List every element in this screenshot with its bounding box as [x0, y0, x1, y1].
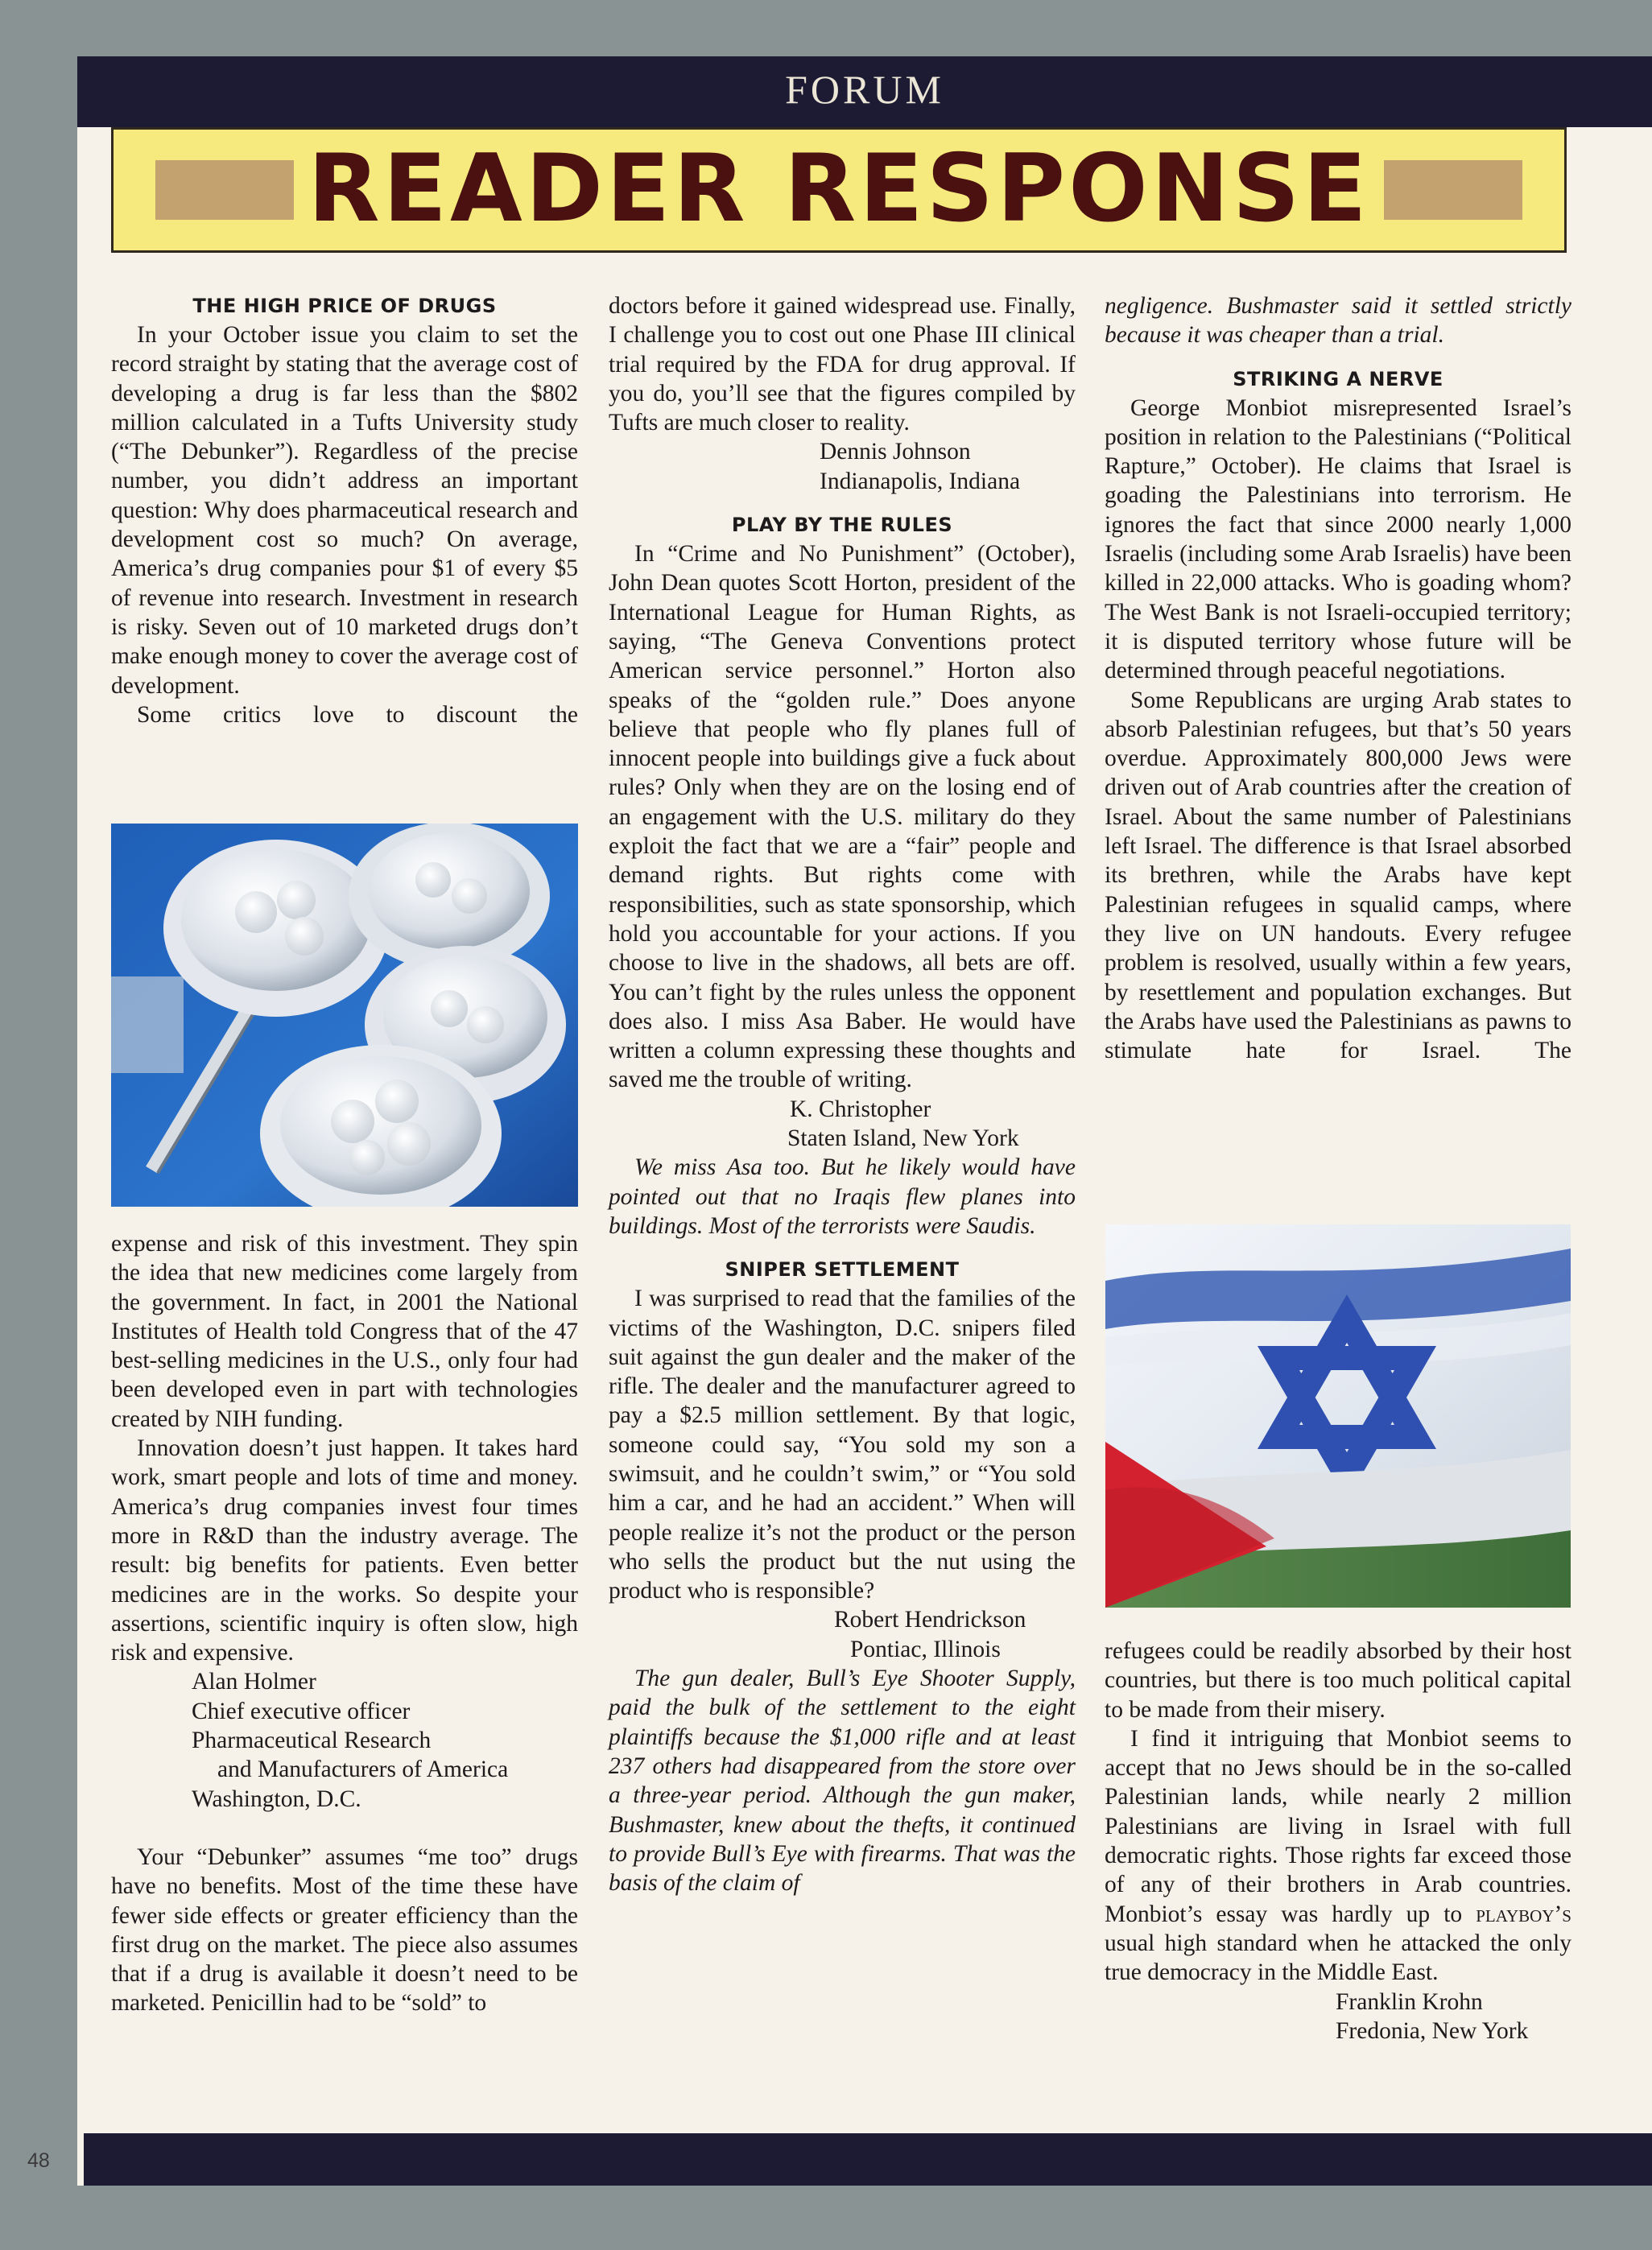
letter-krohn-p2a: Some Republicans are urging Arab states to absorb Palestinian refugees, but that’s 50 years overdue. Approximately 800,000 Jews were driven out of Arab countries after the creation of Israel. About the same number of Palestinians left Israel. The difference is that Israel absorbed its brethren, while the Arabs have kept Palestinian refugees in squalid camps, where they live on UN handouts. Every refugee problem is resolved, usually within a few years, by resettlement and population exchanges. But the Arabs have used the Palestinians as pawns to stimulate hate for Israel. The	[1105, 687, 1571, 1064]
column-3	[1105, 291, 1571, 1065]
flags-photo	[1105, 1224, 1571, 1608]
letter-holmer-p2a: Some critics love to discount the	[137, 701, 578, 728]
heading-nerve: STRIKING A NERVE	[1233, 367, 1443, 390]
signature-location: Fredonia, New York	[1336, 2017, 1529, 2044]
magazine-name: playboy’s	[1476, 1901, 1571, 1927]
title-banner	[111, 127, 1567, 253]
letter-holmer-p1: In your October issue you claim to set the record straight by stating that the average cost of developing a drug is far less than the $802 million calculated in a Tufts University study (“The Debunker”). Regardless of the precise number, you didn’t address an important question: Why does pharmaceutical research and development cost so much? On average, America’s drug companies pour $1 of every $5 of revenue into research. Investment in research is risky. Seven out of 10 marketed drugs don’t make enough money to cover the average cost of development.	[111, 322, 578, 699]
pill-bottles-photo	[111, 824, 578, 1207]
page-title: READER RESPONSE	[308, 134, 1370, 243]
letter-christopher: In “Crime and No Punishment” (October), John Dean quotes Scott Horton, president of the International League for Human Rights, as saying, “The Geneva Conventions protect American service personnel.” Horton also speaks of the “golden rule.” Does anyone believe that people who fly planes full of innocent people into buildings give a fuck about rules? Only when they are on the losing end of an engagement with the U.S. military do they exploit the fact that we are a “fair” people and demand rights. But rights come with responsibilities, such as state sponsorship, which hold you accountable for your actions. If you choose to live in the shadows, all bets are off. You can’t fight by the rules unless the opponent does also. I miss Asa Baber. He would have written a column expressing these thoughts and saved me the trouble of writing.	[609, 541, 1076, 1093]
letter-hendrickson: I was surprised to read that the families of the victims of the Washington, D.C. snipers filed suit against the gun dealer and the maker of the rifle. The dealer and the manufacturer agreed to pay a $2.5 million settlement. By that logic, someone could say, “You sold my son a swimsuit, and he couldn’t swim,” or “You sold him a car, and he had an accident.” When will people realize it’s not the product or the person who sells the product but the nut using the product who is responsible?	[609, 1286, 1076, 1604]
signature-christopher	[609, 1095, 1076, 1154]
signature-name: Alan Holmer	[192, 1669, 316, 1695]
heading-sniper: SNIPER SETTLEMENT	[725, 1258, 960, 1282]
signature-title: Chief executive officer	[192, 1698, 411, 1724]
letter-krohn-p2b: refugees could be readily absorbed by their host countries, but there is too much political capital to be made from their misery.	[1105, 1638, 1571, 1723]
signature-name: Franklin Krohn	[1336, 1988, 1483, 2015]
header-bar	[77, 56, 1652, 127]
letter-holmer-p2b: expense and risk of this investment. They spin the idea that new medicines come largely from the government. In fact, in 2001 the National Institutes of Health told Congress that of the 47 best-selling medicines in the U.S., only four had been developed even in part with technologies created by NIH funding.	[111, 1231, 578, 1432]
letter-krohn-p3-start: I find it intriguing that Monbiot seems to accept that no Jews should be in the so-called Palestinian lands, while nearly 2 million Palestinians are living in Israel with full democratic rights. Those rights far exceed those of any of their brothers in Arab countries. Monbiot’s essay was hardly up to	[1105, 1725, 1571, 1927]
signature-org: Pharmaceutical Research	[192, 1728, 432, 1754]
signature-location: Washington, D.C.	[192, 1786, 361, 1812]
letter-krohn-p3-end: usual high standard when he attacked the only true democracy in the Middle East.	[1105, 1930, 1571, 1986]
israeli-palestinian-flags-image	[1105, 1224, 1571, 1608]
heading-drugs: THE HIGH PRICE OF DRUGS	[192, 295, 497, 317]
section-label: FORUM	[785, 67, 944, 112]
letter-krohn-p3	[1105, 1724, 1571, 1988]
signature-location: Pontiac, Illinois	[850, 1636, 1001, 1662]
banner-bar-right	[1384, 160, 1522, 220]
editor-response-sniper-end: negligence. Bushmaster said it settled strictly because it was cheaper than a trial.	[1105, 293, 1571, 349]
signature-location: Staten Island, New York	[787, 1125, 1019, 1152]
letter-holmer-p3: Innovation doesn’t just happen. It takes hard work, smart people and lots of time and money. America’s drug companies invest four times more in R&D than the industry average. The result: big benefits for patients. Even better medicines are in the works. So despite your assertions, scientific inquiry is often slow, high risk and expensive.	[111, 1435, 578, 1666]
column-3-continued	[1105, 1637, 1571, 2046]
pill-bottles-image	[111, 824, 578, 1207]
heading-rules: PLAY BY THE RULES	[731, 514, 953, 537]
signature-holmer	[111, 1667, 578, 1813]
column-2	[609, 291, 1076, 1897]
letter-krohn-p1: George Monbiot misrepresented Israel’s position in relation to the Palestinians (“Political Rapture,” October). He claims that Israel is goading the Palestinians into terrorism. He ignores the fact that since 2000 nearly 1,000 Israelis (including some Arab Israelis) have been killed in 22,000 attacks. Who is goading whom? The West Bank is not Israeli-occupied territory; it is disputed territory whose future will be determined through peaceful negotiations.	[1105, 394, 1571, 684]
signature-org-2: and Manufacturers of America	[217, 1757, 509, 1783]
editor-response-rules: We miss Asa too. But he likely would have pointed out that no Iraqis flew planes into buildings. Most of the terrorists were Saudis.	[609, 1154, 1076, 1239]
signature-hendrickson	[609, 1605, 1076, 1664]
signature-johnson	[609, 437, 1076, 496]
column-1-continued	[111, 1229, 578, 2018]
signature-krohn	[1105, 1988, 1571, 2046]
signature-name: K. Christopher	[790, 1096, 931, 1122]
signature-name: Robert Hendrickson	[834, 1607, 1026, 1633]
footer-bar	[84, 2133, 1652, 2186]
letter-johnson-p1: Your “Debunker” assumes “me too” drugs have no benefits. Most of the time these have fewer side effects or greater efficiency than the first drug on the market. The piece also assumes that if a drug is available it doesn’t need to be marketed. Penicillin had to be “sold” to	[111, 1843, 578, 2017]
page-number: 48	[27, 2149, 50, 2172]
editor-response-sniper: The gun dealer, Bull’s Eye Shooter Supply, paid the bulk of the settlement to the eight plaintiffs because the $1,000 rifle and at least 237 others had disappeared from the store over a three-year period. Although the gun maker, Bushmaster, knew about the thefts, it continued to provide Bull’s Eye with firearms. That was the basis of the claim of	[609, 1666, 1076, 1897]
column-1	[111, 291, 578, 729]
signature-location: Indianapolis, Indiana	[820, 468, 1021, 494]
signature-name: Dennis Johnson	[820, 439, 971, 465]
letter-johnson-p2: doctors before it gained widespread use. Finally, I challenge you to cost out one Phase III clinical trial required by the FDA for drug approval. If you do, you’ll see that the figures compiled by Tufts are much closer to reality.	[609, 293, 1076, 436]
